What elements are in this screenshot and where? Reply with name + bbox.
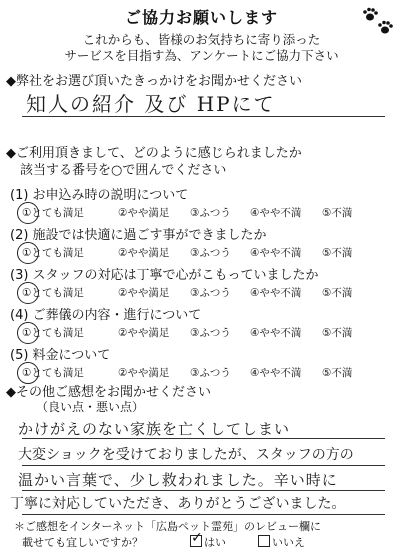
selected-circle-mark <box>17 242 39 264</box>
comment-line-3: 温かい言葉で、少し救われました。辛い時に <box>18 471 338 489</box>
rating-option[interactable]: ③ふつう <box>190 287 231 299</box>
question-2-label-1: ◆ご利用頂きまして、どのように感じられましたか <box>6 146 302 161</box>
rating-option[interactable]: ④やや不満 <box>250 327 302 339</box>
rating-item-label: (1) お申込み時の説明について <box>10 188 189 203</box>
rating-option[interactable]: ②やや満足 <box>118 287 170 299</box>
rating-option[interactable]: ④やや不満 <box>250 367 302 379</box>
rating-option[interactable]: ④やや不満 <box>250 247 302 259</box>
rating-option[interactable]: ①とても満足 <box>22 367 84 379</box>
selected-circle-mark <box>17 322 39 344</box>
rating-option[interactable]: ③ふつう <box>190 207 231 219</box>
rating-option[interactable]: ①とても満足 <box>22 207 84 219</box>
check-mark-icon: ✓ <box>191 530 203 546</box>
selected-circle-mark <box>17 202 39 224</box>
rating-option[interactable]: ②やや満足 <box>118 247 170 259</box>
rating-option[interactable]: ⑤不満 <box>322 327 353 339</box>
comment-line-4: 丁寧に対応していただき、ありがとうございました。 <box>10 496 346 512</box>
comment-line-1: かけがえのない家族を亡くしてしまい <box>18 420 291 438</box>
answer-line <box>22 116 385 117</box>
rating-option[interactable]: ④やや不満 <box>250 287 302 299</box>
rating-option[interactable]: ⑤不満 <box>322 367 353 379</box>
consent-no[interactable]: いいえ <box>258 534 305 550</box>
checkbox-yes[interactable] <box>190 530 203 547</box>
comment-line <box>22 514 385 515</box>
intro-line-2: サービスを目指す為、アンケートにご協力下さい <box>64 48 339 63</box>
rating-option[interactable]: ①とても満足 <box>22 327 84 339</box>
question-3-label: ◆その他ご感想をお聞かせください <box>6 385 211 400</box>
rating-item-label: (5) 料金について <box>10 348 111 363</box>
question-3-sub: （良い点・悪い点） <box>36 400 145 414</box>
consent-yes[interactable]: ✓ はい <box>191 530 226 549</box>
rating-option[interactable]: ③ふつう <box>190 247 231 259</box>
comment-line-2: 大変ショックを受けておりましたが、スタッフの方の <box>18 447 354 463</box>
rating-option[interactable]: ⑤不満 <box>322 287 353 299</box>
checkbox-no[interactable] <box>258 535 270 547</box>
comment-line <box>22 465 385 466</box>
rating-option[interactable]: ②やや満足 <box>118 367 170 379</box>
rating-option[interactable]: ⑤不満 <box>322 247 353 259</box>
comment-line <box>22 490 385 491</box>
page-title: ご協力お願いします <box>124 8 278 27</box>
rating-option[interactable]: ①とても満足 <box>22 287 84 299</box>
rating-item-label: (4) ご葬儀の内容・進行について <box>10 308 202 323</box>
intro-line-1: これからも、皆様のお気持ちに寄り添った <box>82 32 321 47</box>
footer-line-2: 載せても宜しいですか？ <box>22 536 143 549</box>
rating-item-label: (3) スタッフの対応は丁寧で心がこもっていましたか <box>10 268 319 283</box>
rating-option[interactable]: ①とても満足 <box>22 247 84 259</box>
rating-item-label: (2) 施設では快適に過ごす事ができましたか <box>10 228 267 243</box>
rating-option[interactable]: ③ふつう <box>190 367 231 379</box>
rating-option[interactable]: ②やや満足 <box>118 327 170 339</box>
rating-option[interactable]: ④やや不満 <box>250 207 302 219</box>
rating-option[interactable]: ③ふつう <box>190 327 231 339</box>
question-1-answer: 知人の紹介 及び HPにて <box>26 92 276 116</box>
question-1-label: ◆弊社をお選び頂いたきっかけをお聞かせください <box>6 74 302 89</box>
footer-line-1: ＊ご感想をインターネット「広島ペット霊苑」のレビュー欄に <box>14 520 322 533</box>
question-2-label-2: 該当する番号を○で囲んでください <box>20 163 227 178</box>
rating-option[interactable]: ⑤不満 <box>322 207 353 219</box>
rating-option[interactable]: ②やや満足 <box>118 207 170 219</box>
selected-circle-mark <box>17 282 39 304</box>
